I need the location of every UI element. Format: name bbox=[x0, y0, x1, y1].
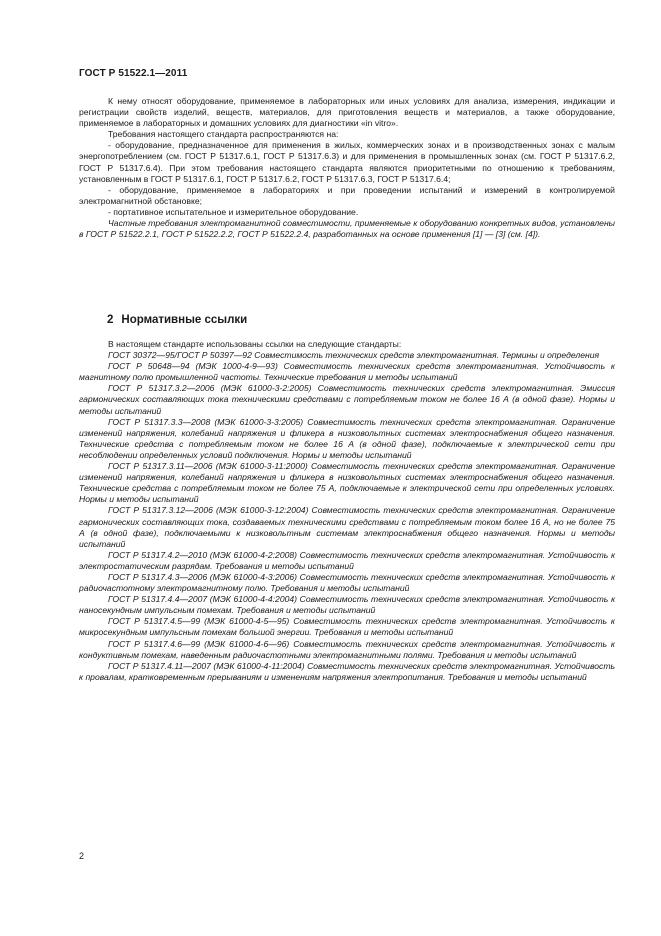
paragraph: Требования настоящего стандарта распространяются на: bbox=[108, 129, 339, 140]
reference-item: ГОСТ Р 51317.4.6—99 (МЭК 61000-4-6—96) Совместимость технических средств электромагнитная. Устойчивость к кондуктивным помехам, наведенным радиочастотными электромагнитными полями. Требования и методы испытаний bbox=[79, 638, 615, 660]
section-title-text: Нормативные ссылки bbox=[121, 314, 248, 326]
reference-item: ГОСТ Р 51317.3.11—2006 (МЭК 61000-3-11:2000) Совместимость технических средств электромагнитная. Ограничение изменений напряжения, колебаний напряжения и фликера в низковольтных системах электроснабжения общего назначения. Технические средства с потребляемым током не более 75 А, подключаемые к электрической сети при определенных условиях. Нормы и методы испытаний bbox=[79, 461, 615, 505]
reference-item: ГОСТ Р 51317.4.5—99 (МЭК 61000-4-5—95) Совместимость технических средств электромагнитная. Устойчивость к микросекундным импульсным помехам большой энергии. Требования и методы испытаний bbox=[79, 616, 615, 638]
references-list bbox=[79, 339, 615, 683]
paragraph: К нему относят оборудование, применяемое в лабораторных или иных условиях для анализа, измерения, индикации и регистрации свойств изделий, веществ, материалов, для приготовления веществ и материалов, а также оборудование, применяемое в лабораторных и домашних условиях для диагностики «in vitro». bbox=[79, 96, 615, 129]
paragraph: В настоящем стандарте использованы ссылки на следующие стандарты: bbox=[108, 339, 402, 349]
reference-item: ГОСТ Р 51317.3.12—2006 (МЭК 61000-3-12:2004) Совместимость технических средств электромагнитная. Ограничение гармонических составляющих тока, создаваемых техническими средствами с потребляемым током более 16 А, но не более 75 А (в одной фазе), подключаемыми к низковольтным системам электроснабжения общего назначения. Нормы и методы испытаний bbox=[79, 505, 615, 549]
reference-item: ГОСТ Р 51317.4.11—2007 (МЭК 61000-4-11:2004) Совместимость технических средств электромагнитная. Устойчивость к провалам, кратковременным прерываниям и изменениям напряжения электропитания. Требования и методы испытаний bbox=[79, 660, 615, 682]
reference-item: ГОСТ Р 51317.3.2—2006 (МЭК 61000-3-2:2005) Совместимость технических средств электромагнитная. Эмиссия гармонических составляющих тока техническими средствами с потребляемым током не более 16 А (в одной фазе). Нормы и методы испытаний bbox=[79, 383, 615, 416]
paragraph: - портативное испытательное и измерительное оборудование. bbox=[108, 206, 359, 217]
intro-text bbox=[79, 96, 615, 240]
reference-item: ГОСТ Р 51317.3.3—2008 (МЭК 61000-3-3:2005) Совместимость технических средств электромагнитная. Ограничение изменений напряжения, колебаний напряжения и фликера в низковольтных системах электроснабжения общего назначения. Технические средства с потребляемым током не более 16 А (в одной фазе), подключаемые к электрической сети при несоблюдении определенных условий подключения. Нормы и методы испытаний bbox=[79, 416, 615, 460]
paragraph: Частные требования электромагнитной совместимости, применяемые к оборудованию конкретных видов, установлены в ГОСТ Р 51522.2.1, ГОСТ Р 51522.2.2, ГОСТ Р 51522.2.4, разработанных на основе применения [1] — [3] (см. [4]). bbox=[79, 218, 615, 240]
reference-item: ГОСТ Р 51317.4.3—2006 (МЭК 61000-4-3:2006) Совместимость технических средств электромагнитная. Устойчивость к радиочастотному электромагнитному полю. Требования и методы испытаний bbox=[79, 571, 615, 594]
paragraph: - оборудование, предназначенное для применения в жилых, коммерческих зонах и в производственных зонах с малым энергопотреблением (см. ГОСТ Р 51317.6.1, ГОСТ Р 51317.6.3) и для применения в промышленных зонах (см. ГОСТ Р 51317.6.2, ГОСТ Р 51317.6.4). При этом требования настоящего стандарта являются приоритетными по отношению к требованиям, установленным в ГОСТ Р 51317.6.1, ГОСТ Р 51317.6.2, ГОСТ Р 51317.6.3, ГОСТ Р 51317.6.4; bbox=[79, 140, 615, 184]
page-number: 2 bbox=[79, 851, 85, 861]
document-header: ГОСТ Р 51522.1—2011 bbox=[79, 68, 188, 79]
paragraph: - оборудование, применяемое в лабораториях и при проведении испытаний и измерений в контролируемой электромагнитной обстановке; bbox=[79, 184, 615, 206]
reference-item: ГОСТ Р 51317.4.4—2007 (МЭК 61000-4-4:2004) Совместимость технических средств электромагнитная. Устойчивость к наносекундным импульсным помехам. Требования и методы испытаний bbox=[79, 594, 615, 616]
section-heading bbox=[107, 314, 247, 326]
reference-item: ГОСТ 30372—95/ГОСТ Р 50397—92 Совместимость технических средств электромагнитная. Термины и определения bbox=[108, 350, 600, 361]
section-number: 2 bbox=[107, 314, 114, 326]
reference-item: ГОСТ Р 51317.4.2—2010 (МЭК 61000-4-2:2008) Совместимость технических средств электромагнитная. Устойчивость к электростатическим разрядам. Требования и методы испытаний bbox=[79, 549, 615, 571]
reference-item: ГОСТ Р 50648—94 (МЭК 1000-4-9—93) Совместимость технических средств электромагнитная. Устойчивость к магнитному полю промышленной частоты. Технические требования и методы испытаний bbox=[79, 361, 615, 383]
